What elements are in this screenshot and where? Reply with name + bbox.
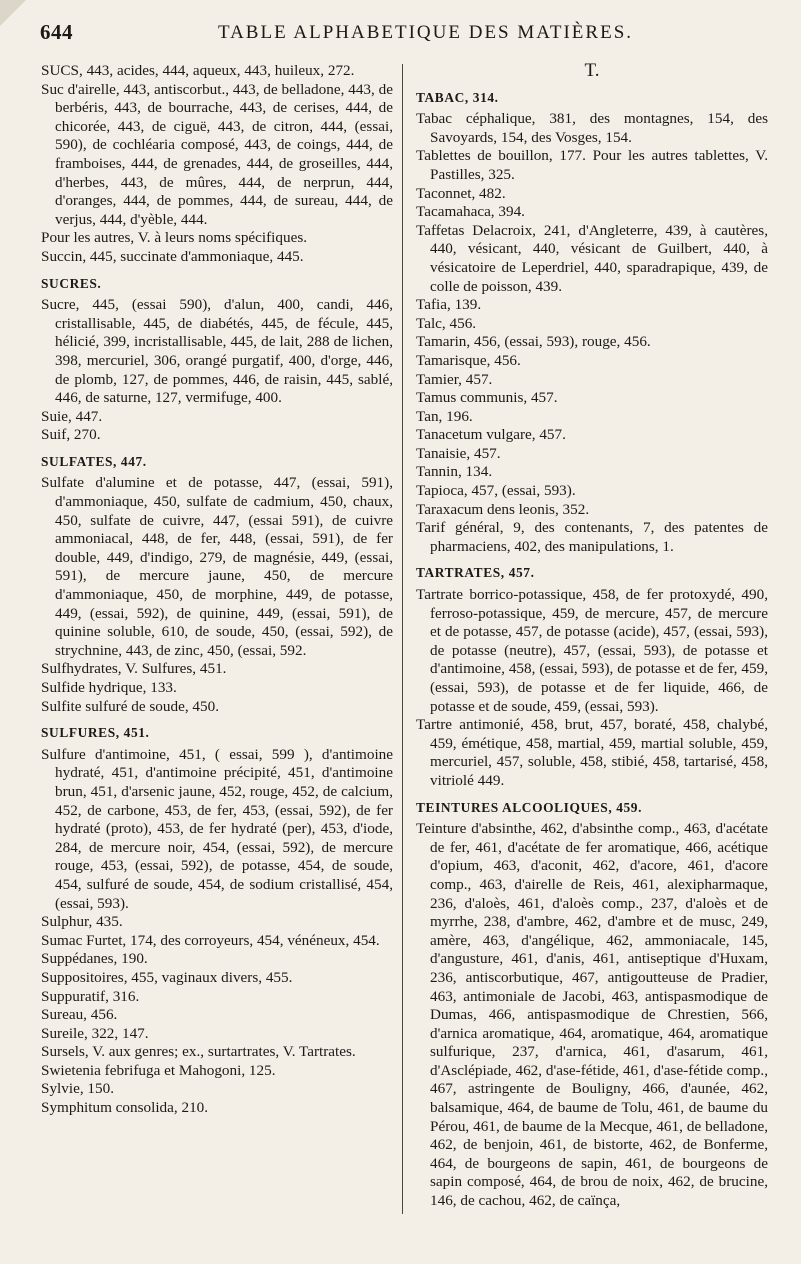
- entry-tan: Tan, 196.: [416, 407, 473, 425]
- entry-tartre: Tartre antimonié, 458, brut, 457, boraté, 458, chalybé, 459, émétique, 458, martial, 459, martial soluble, 459, mercuriel, 457, soluble, 458, stibié, 458, tartarisé, 458, vitriolé 449.: [416, 716, 768, 789]
- entry-tafia: Tafia, 139.: [416, 296, 482, 314]
- entry-suppedanes: Suppédanes, 190.: [41, 950, 148, 968]
- entry-tanacetum: Tanacetum vulgare, 457.: [416, 426, 566, 444]
- entry-sucre: Sucre, 445, (essai 590), d'alun, 400, candi, 446, cristallisable, 445, de diabétés, 445, de fécule, 445, hélicié, 399, incristallisable, 445, de lait, 288 de lichen, 398, mercuriel, 306, orangé purgatif, 400, d'orge, 446, de plomb, 127, de pommes, 446, de raisin, 445, sablé, 446, de saturne, 127, vermifuge, 400.: [41, 296, 393, 407]
- entry-sureau: Sureau, 456.: [41, 1006, 118, 1024]
- entry-tannin: Tannin, 134.: [416, 463, 493, 481]
- entry-sucs: SUCS, 443, acides, 444, aqueux, 443, huileux, 272.: [41, 62, 355, 79]
- entry-suc: Suc d'airelle, 443, antiscorbut., 443, de belladone, 443, de berbéris, 443, de bourrache, 443, de cerises, 444, de chicorée, 443, de ciguë, 443, de citron, 444, (essai, 590), de cochléaria composé, 443, de coings, 444, de framboises, 444, de grenades, 444, de groseilles, 444, d'herbes, 443, de mûres, 444, de nerprun, 444, d'oranges, 444, de pommes, 444, de sureau, 444, de verjus, 444, d'yèble, 444.: [41, 80, 393, 228]
- entry-sumac: Sumac Furtet, 174, des corroyeurs, 454, vénéneux, 454.: [41, 931, 380, 949]
- entry-sureile: Sureile, 322, 147.: [41, 1024, 149, 1042]
- entry-tapioca: Tapioca, 457, (essai, 593).: [416, 482, 576, 500]
- entry-sulfite: Sulfite sulfuré de soude, 450.: [41, 697, 220, 715]
- entry-sursels: Sursels, V. aux genres; ex., surtartrates, V. Tartrates.: [41, 1043, 356, 1061]
- entry-tamarisque: Tamarisque, 456.: [416, 351, 521, 369]
- page-header: [40, 18, 771, 46]
- entry-tarif: Tarif général, 9, des contenants, 7, des patentes de pharmaciens, 402, des manipulations, 1.: [416, 519, 768, 555]
- entry-sulfure: Sulfure d'antimoine, 451, ( essai, 599 ), d'antimoine hydraté, 451, d'antimoine précipité, 451, d'antimoine brun, 451, d'arsenic jaune, 452, rouge, 452, de calcium, 452, de carbone, 453, de fer, 453, (essai, 592), de fer hydraté (proto), 453, de fer hydraté (per), 453, d'iode, 284, de mercure noir, 454, (essai, 592), de mercure rouge, 453, (essai, 592), de potasse, 454, de soude, 454, sulfuré de soude, 454, de sodium cristallisé, 454, (essai, 593).: [41, 745, 393, 912]
- running-title: TABLE ALPHABETIQUE DES MATIÈRES.: [217, 22, 634, 43]
- page-number: 644: [40, 20, 73, 44]
- entry-tanaisie: Tanaisie, 457.: [416, 444, 501, 462]
- entry-teinture: Teinture d'absinthe, 462, d'absinthe comp., 463, d'acétate de fer, 461, d'acétate de fer aromatique, 466, acétique d'opium, 463, d'aconit, 462, d'acore, 461, d'acore comp., 463, d'airelle de Reis, 461, alexipharmaque, 236, d'aloès, 461, d'aloès comp., 237, d'aloès et de myrrhe, 238, d'ambre, 462, d'ambre et de musc, 249, amère, 463, d'angélique, 462, ammoniacale, 145, d'angusture, 461, d'anis, 461, antiseptique d'Huxam, 236, antiscorbutique, 467, antigoutteuse de Pradier, 463, antimoniale de Jacobi, 463, antispasmodique de Dumas, 466, antispasmodique de Chrestien, 566, d'arnica aromatique, 464, aromatique, 464, aromatique sulfurique, 237, d'arnica, 461, d'asarum, 461, d'Asclépiade, 462, d'ase-fétide, 461, d'ase-fétide comp., 467, astringente de Bouligny, 466, d'aunée, 462, balsamique, 464, de baume de Tolu, 461, de baume du Pérou, 461, de baume de la Mecque, 461, de belladone, 462, de benjoin, 461, de bistorte, 462, de Bonferme, 464, de bourgeons de sapin, 461, de bourgeons de sapin composé, 464, de brou de noix, 462, de brucine, 146, de cachou, 462, de caïnça,: [416, 820, 768, 1210]
- entry-sulfide: Sulfide hydrique, 133.: [41, 679, 177, 696]
- entry-suie: Suie, 447.: [41, 407, 103, 425]
- section-heading-sucres: SUCRES.: [41, 275, 102, 291]
- section-heading-tabac: TABAC, 314.: [416, 89, 499, 105]
- entry-note: Pour les autres, V. à leurs noms spécifiques.: [41, 229, 308, 247]
- entry-talc: Talc, 456.: [416, 314, 477, 332]
- entry-taconnet: Taconnet, 482.: [416, 184, 506, 202]
- entry-tartrate: Tartrate borrico-potassique, 458, de fer protoxydé, 490, ferroso-potassique, 459, de mercure, 457, de mercure et de potasse, 457, de potasse (acide), 457, (essai, 593), de potasse (neutre), 457, (essai, 593), de potasse et d'antimoine, 458, (essai, 593), de potasse et de fer, 459, (essai, 593), de potasse et de fer liquide, 466, de potasse et de soude, 459, (essai, 593).: [416, 586, 768, 715]
- entry-tamus: Tamus communis, 457.: [416, 389, 558, 407]
- entry-symphitum: Symphitum consolida, 210.: [41, 1099, 209, 1117]
- entry-suppuratif: Suppuratif, 316.: [41, 987, 140, 1005]
- entry-sulfate: Sulfate d'alumine et de potasse, 447, (essai, 591), d'ammoniaque, 450, sulfate de cadmium, 450, chaux, 450, sulfate de cuivre, 447, (essai 591), de cuivre ammoniacal, 448, de fer, 448, (essai, 591), de fer double, 449, d'indigo, 279, de magnésie, 449, (essai, 591), de mercure jaune, 450, de mercure d'ammoniaque, 450, de morphine, 449, de potasse, 449, (essai, 592), de quinine, 449, (essai, 591), de quinine soluble, 610, de soude, 450, (essai, 592), de strychnine, 443, de zinc, 450, (essai, 592.: [41, 474, 393, 659]
- entry-succin: Succin, 445, succinate d'ammoniaque, 445.: [41, 247, 304, 265]
- entry-tamier: Tamier, 457.: [416, 370, 493, 388]
- entry-tamarin: Tamarin, 456, (essai, 593), rouge, 456.: [416, 333, 651, 351]
- entry-tabac: Tabac céphalique, 381, des montagnes, 154, des Savoyards, 154, des Vosges, 154.: [416, 110, 768, 146]
- entry-taffetas: Taffetas Delacroix, 241, d'Angleterre, 439, à cautères, 440, vésicant, 440, vésicant de Guilbert, 440, à vésicatoire de Leperdriel, 440, sparadrapique, 439, de colle de poisson, 439.: [416, 221, 768, 295]
- page-corner-shade: [0, 0, 26, 26]
- entry-swietenia: Swietenia febrifuga et Mahogoni, 125.: [41, 1061, 276, 1079]
- column-divider: [402, 64, 403, 1214]
- right-column: [416, 62, 768, 1211]
- entry-suif: Suif, 270.: [41, 426, 101, 444]
- entry-sylvie: Sylvie, 150.: [41, 1080, 114, 1098]
- section-heading-tartrates: TARTRATES, 457.: [416, 565, 535, 581]
- letter-heading: T.: [584, 60, 600, 81]
- section-heading-teintures: TEINTURES ALCOOLIQUES, 459.: [416, 799, 643, 815]
- section-heading-sulfates: SULFATES, 447.: [41, 453, 147, 469]
- section-heading-sulfures: SULFURES, 451.: [41, 725, 150, 741]
- entry-tablettes: Tablettes de bouillon, 177. Pour les autres tablettes, V. Pastilles, 325.: [416, 147, 768, 183]
- entry-suppositoires: Suppositoires, 455, vaginaux divers, 455.: [41, 968, 293, 986]
- entry-sulfhydrates: Sulfhydrates, V. Sulfures, 451.: [41, 660, 227, 678]
- entry-tacamahaca: Tacamahaca, 394.: [416, 203, 525, 221]
- entry-sulphur: Sulphur, 435.: [41, 913, 123, 931]
- entry-taraxacum: Taraxacum dens leonis, 352.: [416, 500, 590, 518]
- left-column: [41, 62, 393, 1118]
